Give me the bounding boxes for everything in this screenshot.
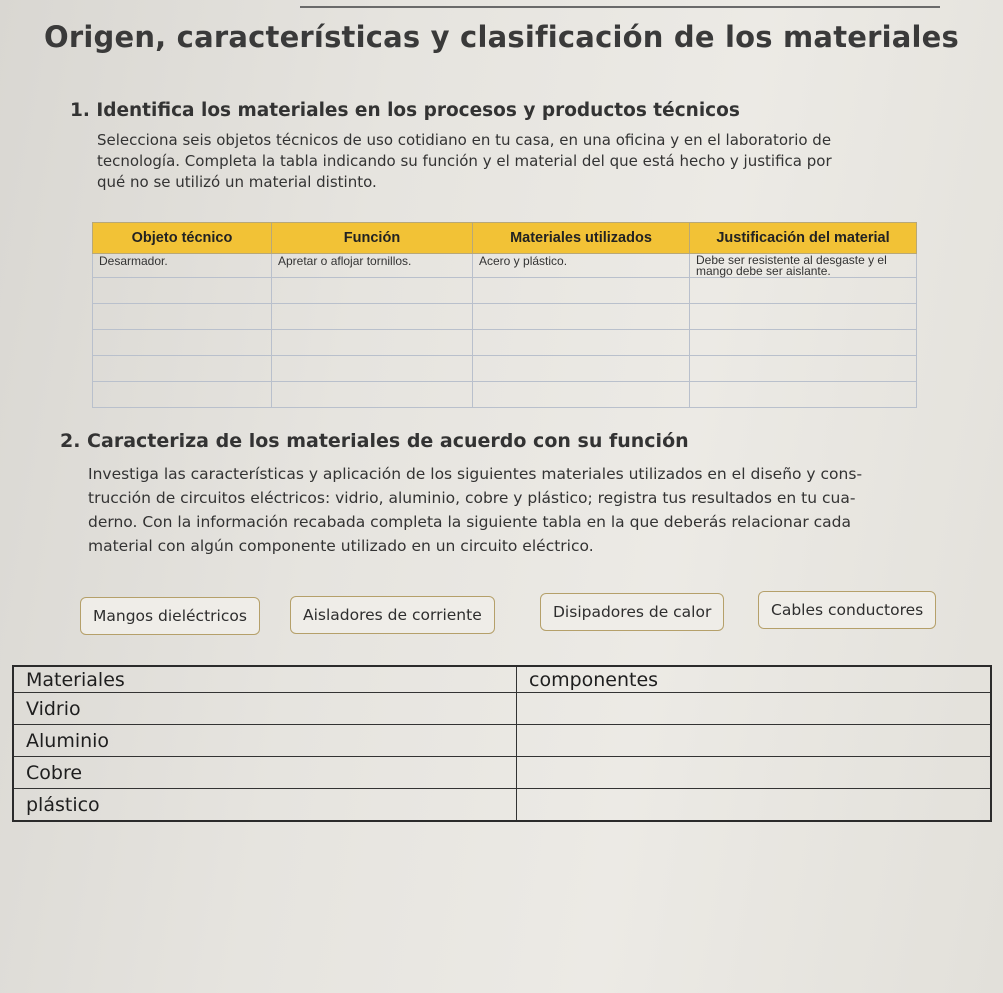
option-disipadores-calor: Disipadores de calor [540,593,724,631]
cell-funcion[interactable]: Apretar o aflojar tornillos. [272,254,473,278]
section-1-instructions [97,130,832,193]
section-2-instructions [88,462,862,558]
header-materiales: Materiales utilizados [473,223,690,254]
header-justificacion: Justificación del material [690,223,917,254]
header-materiales: Materiales [13,666,517,693]
page-top-rule [300,6,940,8]
empty-cell[interactable] [272,278,473,304]
material-cell: Vidrio [13,693,517,725]
empty-cell[interactable] [690,382,917,408]
table-row [13,693,991,725]
instruction-line: derno. Con la información recabada completa la siguiente tabla en la que deberás relacionar cada [88,513,852,531]
empty-cell[interactable] [473,278,690,304]
empty-cell[interactable] [473,330,690,356]
empty-cell[interactable] [690,356,917,382]
table-row [93,382,917,408]
empty-cell[interactable] [93,356,272,382]
empty-cell[interactable] [690,278,917,304]
option-mangos-dielectricos: Mangos dieléctricos [80,597,260,635]
empty-cell[interactable] [473,356,690,382]
page-title: Origen, características y clasificación de los materiales [44,20,960,54]
empty-cell[interactable] [690,330,917,356]
empty-cell[interactable] [93,382,272,408]
header-funcion: Función [272,223,473,254]
material-cell: Cobre [13,757,517,789]
componente-cell[interactable] [517,725,992,757]
material-cell: plástico [13,789,517,822]
empty-cell[interactable] [272,382,473,408]
header-objeto: Objeto técnico [93,223,272,254]
empty-cell[interactable] [93,330,272,356]
section-1-heading: 1. Identifica los materiales en los procesos y productos técnicos [70,100,740,121]
componente-cell[interactable] [517,789,992,822]
instruction-line: tecnología. Completa la tabla indicando su función y el material del que está hecho y justifica por [97,152,832,170]
table-row [93,278,917,304]
componente-cell[interactable] [517,757,992,789]
empty-cell[interactable] [272,356,473,382]
header-componentes: componentes [517,666,992,693]
option-cables-conductores: Cables conductores [758,591,936,629]
table-row [13,725,991,757]
componente-cell[interactable] [517,693,992,725]
table-row [93,304,917,330]
cell-materiales[interactable]: Acero y plástico. [473,254,690,278]
instruction-line: qué no se utilizó un material distinto. [97,173,377,191]
table-row [93,330,917,356]
table-row [13,789,991,822]
empty-cell[interactable] [690,304,917,330]
instruction-line: Investiga las características y aplicación de los siguientes materiales utilizados en el diseño y cons- [88,465,863,483]
cell-objeto[interactable]: Desarmador. [93,254,272,278]
section-2-heading: 2. Caracteriza de los materiales de acuerdo con su función [60,430,689,452]
option-aisladores-corriente: Aisladores de corriente [290,596,495,634]
material-cell: Aluminio [13,725,517,757]
instruction-line: Selecciona seis objetos técnicos de uso cotidiano en tu casa, en una oficina y en el laboratorio de [97,131,832,149]
empty-cell[interactable] [272,330,473,356]
cell-justificacion[interactable]: Debe ser resistente al desgaste y el mango debe ser aislante. [690,254,917,278]
empty-cell[interactable] [473,304,690,330]
instruction-line: trucción de circuitos eléctricos: vidrio, aluminio, cobre y plástico; registra tus resultados en tu cua- [88,489,856,507]
objects-table [92,222,917,408]
instruction-line: material con algún componente utilizado en un circuito eléctrico. [88,537,594,555]
empty-cell[interactable] [473,382,690,408]
table-row [13,757,991,789]
empty-cell[interactable] [93,304,272,330]
empty-cell[interactable] [272,304,473,330]
empty-cell[interactable] [93,278,272,304]
table-row [93,254,917,278]
materials-components-table [12,665,992,822]
table-row [93,356,917,382]
